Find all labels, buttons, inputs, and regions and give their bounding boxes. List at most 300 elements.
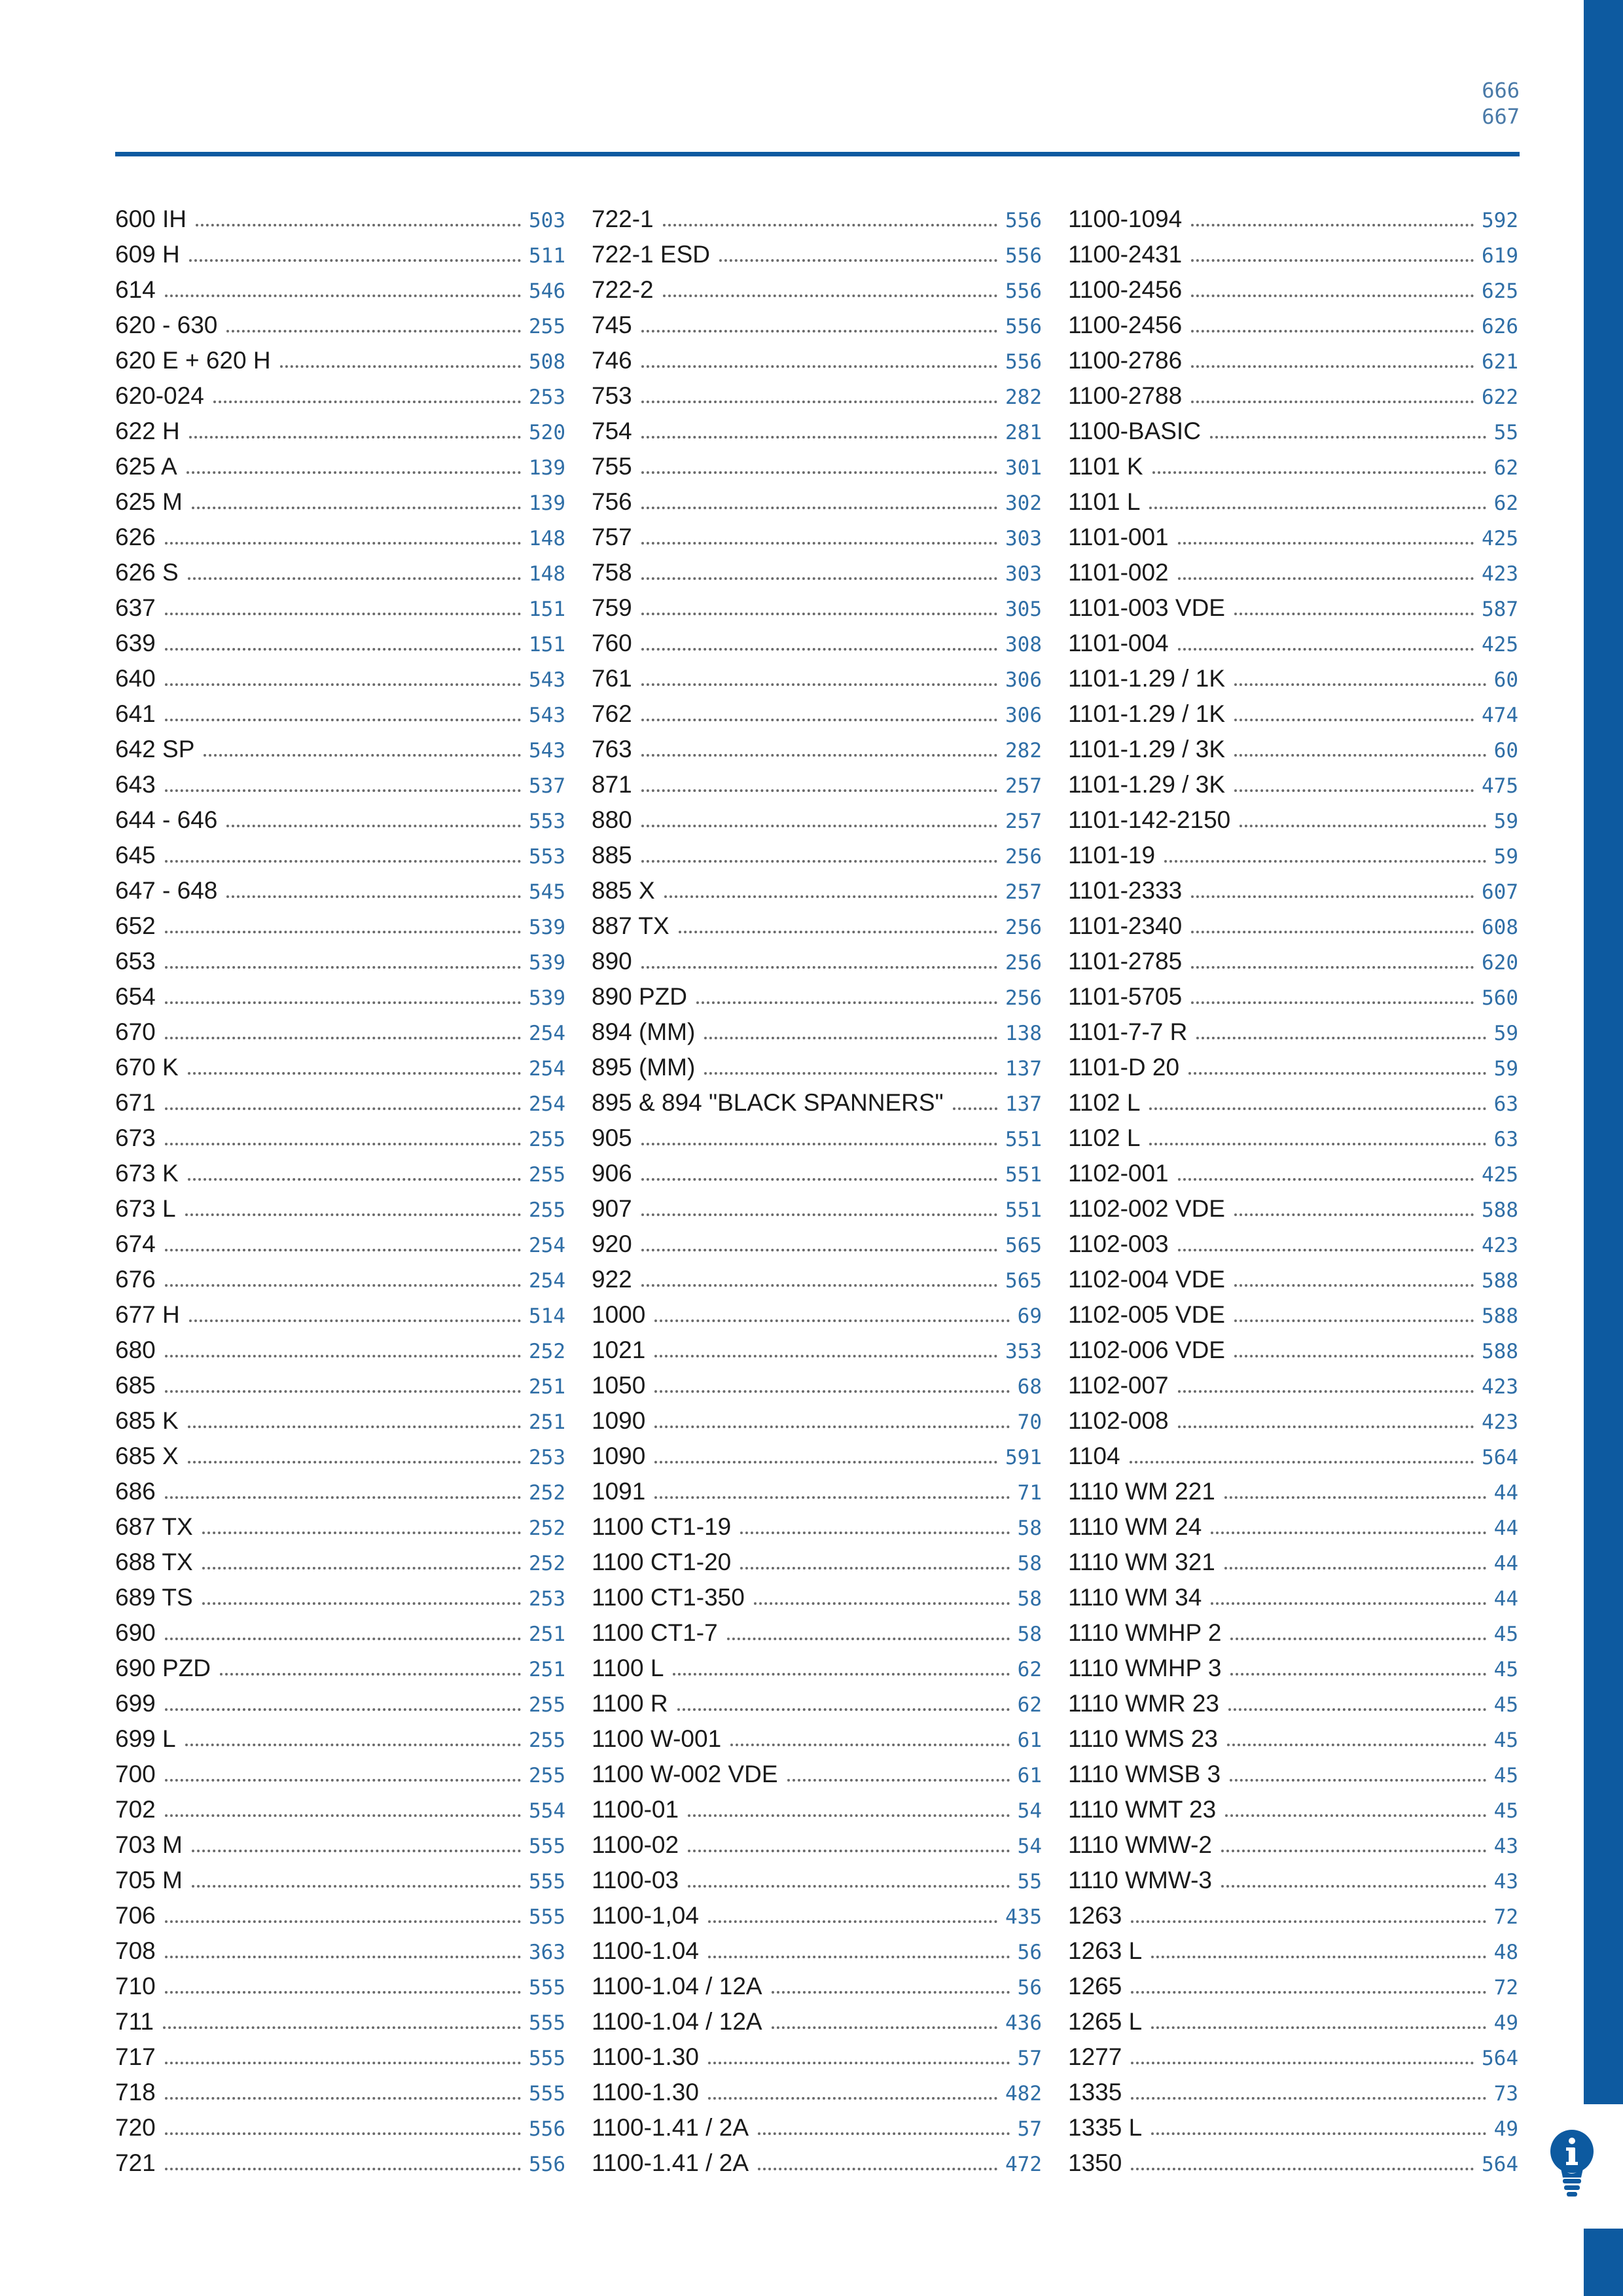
dot-leader — [1211, 1532, 1486, 1534]
header-rule — [115, 152, 1520, 156]
dot-leader — [758, 2168, 997, 2170]
entry-code: 1100-1.30 — [592, 2043, 699, 2070]
entry-code: 645 — [115, 842, 156, 869]
dot-leader — [165, 1284, 521, 1287]
entry-page-number: 253 — [529, 1587, 565, 1611]
dot-leader — [220, 1673, 521, 1676]
index-entry — [1068, 1227, 1518, 1262]
index-entry — [115, 449, 565, 484]
entry-page-number: 281 — [1005, 421, 1042, 444]
dot-leader — [165, 860, 521, 863]
index-entry — [592, 767, 1042, 802]
index-entry — [1068, 1368, 1518, 1403]
entry-code: 1102 L — [1068, 1124, 1141, 1151]
entry-page-number: 588 — [1482, 1269, 1518, 1293]
entry-page-number: 72 — [1493, 1905, 1518, 1929]
entry-code: 1101-1.29 / 1K — [1068, 700, 1225, 727]
entry-page-number: 148 — [529, 527, 565, 550]
entry-page-number: 56 — [1017, 1976, 1042, 2000]
index-entry — [1068, 1403, 1518, 1439]
entry-page-number: 619 — [1482, 244, 1518, 268]
entry-code: 1101-5705 — [1068, 983, 1183, 1010]
entry-page-number: 556 — [1005, 209, 1042, 232]
index-entry — [592, 1898, 1042, 1933]
index-entry — [1068, 1615, 1518, 1651]
dot-leader — [654, 1390, 1009, 1393]
index-entry — [115, 1297, 565, 1333]
dot-leader — [654, 1496, 1009, 1499]
entry-page-number: 539 — [529, 986, 565, 1010]
entry-page-number: 255 — [529, 1128, 565, 1151]
index-entry — [1068, 237, 1518, 272]
dot-leader — [1131, 2062, 1474, 2064]
dot-leader — [641, 860, 997, 863]
entry-page-number: 255 — [529, 1198, 565, 1222]
entry-page-number: 363 — [529, 1941, 565, 1964]
index-entry — [592, 1474, 1042, 1509]
dot-leader — [754, 1602, 1010, 1605]
entry-page-number: 305 — [1005, 598, 1042, 621]
entry-page-number: 423 — [1482, 1410, 1518, 1434]
side-accent-bar — [1584, 0, 1623, 2296]
index-entry — [592, 1545, 1042, 1580]
entry-page-number: 255 — [529, 1729, 565, 1752]
entry-code: 1090 — [592, 1407, 646, 1434]
entry-page-number: 252 — [529, 1481, 565, 1505]
dot-leader — [1234, 1355, 1474, 1357]
entry-code: 1263 L — [1068, 1937, 1143, 1964]
dot-leader — [188, 1461, 521, 1463]
dot-leader — [641, 648, 997, 651]
index-entry — [1068, 1863, 1518, 1898]
dot-leader — [1230, 1673, 1486, 1676]
index-entry — [115, 378, 565, 414]
index-entry — [115, 1368, 565, 1403]
index-entry — [1068, 1121, 1518, 1156]
index-entry — [592, 1368, 1042, 1403]
dot-leader — [226, 825, 521, 827]
entry-code: 1101-001 — [1068, 524, 1169, 550]
entry-page-number: 254 — [529, 1092, 565, 1116]
entry-page-number: 608 — [1482, 916, 1518, 939]
entry-code: 1101-142-2150 — [1068, 806, 1231, 833]
dot-leader — [688, 1885, 1010, 1888]
dot-leader — [1221, 1850, 1486, 1852]
dot-leader — [688, 1814, 1010, 1817]
dot-leader — [677, 1708, 1010, 1711]
index-entry — [115, 414, 565, 449]
entry-code: 1100 CT1-20 — [592, 1549, 732, 1575]
index-entry — [115, 1580, 565, 1615]
page-number-right: 667 — [1482, 104, 1520, 129]
entry-page-number: 556 — [1005, 244, 1042, 268]
entry-page-number: 306 — [1005, 668, 1042, 692]
entry-page-number: 482 — [1005, 2082, 1042, 2106]
dot-leader — [1191, 330, 1474, 332]
entry-page-number: 256 — [1005, 916, 1042, 939]
entry-page-number: 551 — [1005, 1198, 1042, 1222]
entry-code: 609 H — [115, 241, 180, 268]
entry-code: 871 — [592, 771, 632, 798]
entry-code: 1021 — [592, 1336, 646, 1363]
entry-page-number: 555 — [529, 2047, 565, 2070]
entry-code: 1102-003 — [1068, 1230, 1169, 1257]
entry-page-number: 251 — [529, 1658, 565, 1681]
index-entry — [592, 520, 1042, 555]
index-entry — [115, 1721, 565, 1757]
entry-code: 652 — [115, 912, 156, 939]
entry-code: 1100 W-001 — [592, 1725, 722, 1752]
dot-leader — [1191, 401, 1474, 403]
entry-code: 890 PZD — [592, 983, 688, 1010]
entry-page-number: 555 — [529, 1870, 565, 1893]
entry-page-number: 256 — [1005, 951, 1042, 975]
entry-code: 699 — [115, 1690, 156, 1717]
entry-code: 885 — [592, 842, 632, 869]
entry-page-number: 302 — [1005, 492, 1042, 515]
entry-code: 718 — [115, 2079, 156, 2106]
index-entry — [592, 449, 1042, 484]
entry-code: 920 — [592, 1230, 632, 1257]
entry-code: 670 K — [115, 1054, 179, 1081]
index-entry — [1068, 555, 1518, 590]
entry-code: 640 — [115, 665, 156, 692]
entry-code: 1101-1.29 / 3K — [1068, 771, 1225, 798]
dot-leader — [1234, 1284, 1474, 1287]
entry-page-number: 71 — [1017, 1481, 1042, 1505]
index-entry — [115, 1439, 565, 1474]
index-entry — [592, 1863, 1042, 1898]
entry-page-number: 58 — [1017, 1516, 1042, 1540]
entry-code: 673 K — [115, 1160, 179, 1187]
dot-leader — [1234, 1319, 1474, 1322]
dot-leader — [165, 1814, 521, 1817]
index-entry — [1068, 308, 1518, 343]
index-entry — [115, 944, 565, 979]
entry-code: 1100-2456 — [1068, 276, 1183, 303]
entry-page-number: 556 — [1005, 279, 1042, 303]
entry-page-number: 551 — [1005, 1163, 1042, 1187]
index-entry — [592, 1792, 1042, 1827]
index-entry — [1068, 1509, 1518, 1545]
entry-code: 722-1 — [592, 206, 654, 232]
entry-code: 620 E + 620 H — [115, 347, 271, 374]
dot-leader — [641, 542, 997, 545]
entry-code: 907 — [592, 1195, 632, 1222]
entry-page-number: 45 — [1493, 1799, 1518, 1823]
entry-code: 1100-2788 — [1068, 382, 1183, 409]
dot-leader — [1211, 1602, 1486, 1605]
dot-leader — [165, 1001, 521, 1004]
page-numbers — [1482, 77, 1520, 130]
entry-code: 673 — [115, 1124, 156, 1151]
entry-code: 887 TX — [592, 912, 669, 939]
index-entry — [592, 1757, 1042, 1792]
entry-page-number: 546 — [529, 279, 565, 303]
entry-code: 706 — [115, 1902, 156, 1929]
dot-leader — [165, 966, 521, 969]
dot-leader — [202, 1602, 521, 1605]
dot-leader — [185, 1744, 521, 1746]
entry-page-number: 139 — [529, 492, 565, 515]
entry-page-number: 607 — [1482, 880, 1518, 904]
entry-code: 1110 WM 24 — [1068, 1513, 1202, 1540]
entry-code: 762 — [592, 700, 632, 727]
index-entry — [115, 1227, 565, 1262]
entry-page-number: 138 — [1005, 1022, 1042, 1045]
entry-page-number: 425 — [1482, 1163, 1518, 1187]
entry-code: 1101-1.29 / 1K — [1068, 665, 1225, 692]
dot-leader — [165, 1107, 521, 1110]
index-entry — [1068, 202, 1518, 237]
entry-page-number: 514 — [529, 1304, 565, 1328]
entry-code: 1100-2431 — [1068, 241, 1183, 268]
entry-code: 1277 — [1068, 2043, 1122, 2070]
index-entry — [115, 2075, 565, 2110]
dot-leader — [641, 436, 997, 439]
index-entry — [1068, 1721, 1518, 1757]
index-entry — [1068, 484, 1518, 520]
entry-page-number: 620 — [1482, 951, 1518, 975]
dot-leader — [708, 2097, 997, 2100]
entry-code: 895 & 894 "BLACK SPANNERS" — [592, 1089, 944, 1116]
entry-page-number: 45 — [1493, 1729, 1518, 1752]
entry-code: 1101-2785 — [1068, 948, 1183, 975]
dot-leader — [1191, 295, 1474, 297]
index-entry — [1068, 767, 1518, 802]
entry-page-number: 256 — [1005, 845, 1042, 869]
entry-code: 1110 WMW-3 — [1068, 1867, 1212, 1893]
dot-leader — [1191, 365, 1474, 368]
entry-page-number: 63 — [1493, 1092, 1518, 1116]
entry-page-number: 255 — [529, 315, 565, 338]
index-column-1 — [115, 202, 565, 2181]
entry-page-number: 137 — [1005, 1057, 1042, 1081]
dot-leader — [1234, 754, 1486, 757]
entry-page-number: 43 — [1493, 1835, 1518, 1858]
dot-leader — [165, 719, 521, 721]
entry-page-number: 63 — [1493, 1128, 1518, 1151]
index-entry — [592, 626, 1042, 661]
entry-page-number: 436 — [1005, 2011, 1042, 2035]
entry-page-number: 425 — [1482, 633, 1518, 656]
index-entry — [592, 802, 1042, 838]
entry-code: 1050 — [592, 1372, 646, 1399]
entry-code: 1100-1.04 / 12A — [592, 2008, 762, 2035]
dot-leader — [188, 1072, 521, 1075]
entry-code: 763 — [592, 736, 632, 762]
entry-page-number: 72 — [1493, 1976, 1518, 2000]
dot-leader — [189, 259, 521, 262]
entry-page-number: 511 — [529, 244, 565, 268]
entry-page-number: 251 — [529, 1410, 565, 1434]
dot-leader — [1224, 1496, 1486, 1499]
dot-leader — [704, 1037, 997, 1039]
entry-code: 885 X — [592, 877, 655, 904]
entry-code: 702 — [115, 1796, 156, 1823]
index-entry — [592, 873, 1042, 908]
dot-leader — [1131, 2097, 1486, 2100]
entry-page-number: 254 — [529, 1057, 565, 1081]
entry-code: 720 — [115, 2114, 156, 2141]
entry-code: 1263 — [1068, 1902, 1122, 1929]
entry-page-number: 587 — [1482, 598, 1518, 621]
dot-leader — [1151, 1956, 1486, 1958]
entry-page-number: 555 — [529, 1905, 565, 1929]
dot-leader — [664, 895, 997, 898]
dot-leader — [704, 1072, 997, 1075]
index-entry — [115, 1615, 565, 1651]
entry-page-number: 60 — [1493, 739, 1518, 762]
entry-code: 1100 CT1-350 — [592, 1584, 745, 1611]
entry-page-number: 252 — [529, 1516, 565, 1540]
entry-page-number: 555 — [529, 2082, 565, 2106]
index-entry — [115, 1050, 565, 1085]
dot-leader — [696, 1001, 997, 1004]
entry-page-number: 148 — [529, 562, 565, 586]
index-entry — [592, 661, 1042, 696]
dot-leader — [641, 683, 997, 686]
dot-leader — [1151, 2132, 1486, 2135]
dot-leader — [679, 931, 997, 933]
index-entry — [115, 1863, 565, 1898]
index-entry — [592, 1827, 1042, 1863]
dot-leader — [1191, 966, 1474, 969]
entry-code: 1100 CT1-7 — [592, 1619, 718, 1646]
entry-code: 1104 — [1068, 1443, 1120, 1469]
dot-leader — [772, 2026, 997, 2029]
entry-code: 622 H — [115, 418, 180, 444]
index-entry — [592, 1227, 1042, 1262]
dot-leader — [673, 1673, 1009, 1676]
entry-code: 905 — [592, 1124, 632, 1151]
entry-code: 759 — [592, 594, 632, 621]
entry-page-number: 45 — [1493, 1623, 1518, 1646]
entry-code: 1100 R — [592, 1690, 668, 1717]
dot-leader — [165, 1920, 521, 1923]
entry-page-number: 306 — [1005, 704, 1042, 727]
index-entry — [115, 1969, 565, 2004]
index-entry — [115, 308, 565, 343]
index-entry — [115, 1121, 565, 1156]
dot-leader — [1230, 1638, 1486, 1640]
index-entry — [1068, 908, 1518, 944]
entry-code: 1101 K — [1068, 453, 1143, 480]
entry-code: 653 — [115, 948, 156, 975]
index-entry — [592, 2110, 1042, 2145]
dot-leader — [1196, 1037, 1486, 1039]
dot-leader — [1178, 542, 1474, 545]
entry-page-number: 56 — [1017, 1941, 1042, 1964]
entry-code: 643 — [115, 771, 156, 798]
entry-page-number: 68 — [1017, 1375, 1042, 1399]
entry-page-number: 59 — [1493, 845, 1518, 869]
index-entry — [115, 1191, 565, 1227]
entry-page-number: 137 — [1005, 1092, 1042, 1116]
entry-code: 1265 L — [1068, 2008, 1143, 2035]
entry-code: 1110 WMR 23 — [1068, 1690, 1219, 1717]
entry-page-number: 253 — [529, 1446, 565, 1469]
entry-code: 644 - 646 — [115, 806, 218, 833]
index-entry — [592, 272, 1042, 308]
entry-page-number: 543 — [529, 704, 565, 727]
dot-leader — [1178, 1390, 1474, 1393]
entry-page-number: 508 — [529, 350, 565, 374]
dot-leader — [641, 966, 997, 969]
entry-page-number: 423 — [1482, 1375, 1518, 1399]
entry-code: 895 (MM) — [592, 1054, 696, 1081]
entry-code: 626 — [115, 524, 156, 550]
entry-page-number: 588 — [1482, 1340, 1518, 1363]
entry-page-number: 45 — [1493, 1693, 1518, 1717]
index-entry — [115, 1757, 565, 1792]
index-entry — [592, 1615, 1042, 1651]
entry-page-number: 45 — [1493, 1658, 1518, 1681]
index-entry — [115, 1509, 565, 1545]
index-entry — [592, 343, 1042, 378]
entry-page-number: 556 — [1005, 315, 1042, 338]
index-entry — [592, 2075, 1042, 2110]
entry-page-number: 54 — [1017, 1835, 1042, 1858]
entry-code: 614 — [115, 276, 156, 303]
dot-leader — [641, 613, 997, 615]
dot-leader — [165, 295, 521, 297]
entry-page-number: 151 — [529, 633, 565, 656]
entry-code: 1110 WMS 23 — [1068, 1725, 1218, 1752]
dot-leader — [165, 1355, 521, 1357]
entry-code: 1100 CT1-19 — [592, 1513, 732, 1540]
index-entry — [592, 732, 1042, 767]
index-entry — [115, 1262, 565, 1297]
dot-leader — [188, 1178, 521, 1181]
index-entry — [592, 944, 1042, 979]
entry-code: 1110 WM 34 — [1068, 1584, 1202, 1611]
index-entry — [1068, 732, 1518, 767]
entry-page-number: 49 — [1493, 2117, 1518, 2141]
dot-leader — [953, 1107, 997, 1110]
entry-code: 1100-01 — [592, 1796, 679, 1823]
dot-leader — [165, 789, 521, 792]
entry-page-number: 560 — [1482, 986, 1518, 1010]
dot-leader — [663, 295, 997, 297]
index-entry — [115, 202, 565, 237]
entry-page-number: 308 — [1005, 633, 1042, 656]
dot-leader — [641, 401, 997, 403]
index-entry — [1068, 2039, 1518, 2075]
index-entry — [1068, 2145, 1518, 2181]
dot-leader — [165, 1249, 521, 1251]
entry-code: 690 PZD — [115, 1655, 211, 1681]
entry-code: 1110 WMW-2 — [1068, 1831, 1212, 1858]
entry-code: 1101-004 — [1068, 630, 1169, 656]
entry-code: 745 — [592, 312, 632, 338]
entry-page-number: 48 — [1493, 1941, 1518, 1964]
entry-code: 673 L — [115, 1195, 176, 1222]
index-entry — [1068, 1297, 1518, 1333]
dot-leader — [1178, 577, 1474, 580]
index-entry — [115, 908, 565, 944]
entry-code: 1101-002 — [1068, 559, 1169, 586]
dot-leader — [163, 2026, 521, 2029]
entry-code: 1100-BASIC — [1068, 418, 1201, 444]
index-entry — [1068, 944, 1518, 979]
index-entry — [1068, 1969, 1518, 2004]
entry-page-number: 70 — [1017, 1410, 1042, 1434]
entry-code: 1101-1.29 / 3K — [1068, 736, 1225, 762]
entry-code: 1100-03 — [592, 1867, 679, 1893]
entry-code: 721 — [115, 2149, 156, 2176]
index-entry — [115, 2004, 565, 2039]
